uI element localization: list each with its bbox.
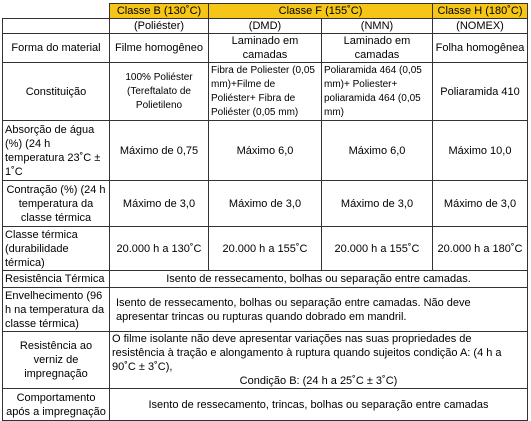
- row-cell: Máximo 6,0: [209, 121, 322, 181]
- row-cell: Máximo de 3,0: [110, 181, 209, 227]
- row-constituicao: [3, 63, 528, 121]
- materials-empty-cell: [3, 19, 110, 34]
- merged-cell: Isento de ressecamento, bolhas ou separação entre camadas.: [110, 271, 528, 288]
- row-label: Constituição: [3, 63, 110, 121]
- row-classe-termica: [3, 227, 528, 271]
- row-cell: Folha homogênea: [433, 34, 528, 63]
- row-cell: Laminado em camadas: [209, 34, 322, 63]
- row-cell: 20.000 h a 155˚C: [322, 227, 433, 271]
- row-cell: Filme homogêneo: [110, 34, 209, 63]
- merged-text-line1: O filme isolante não deve apresentar variações nas suas propriedades de resistência à tração e alongamento à ruptura quando sujeitos condição A: (4 h a 90˚C ± 3˚C),: [112, 333, 502, 373]
- row-cell: Máximo de 0,75: [110, 121, 209, 181]
- material-b: (Poliéster): [110, 19, 209, 34]
- header-class-h: Classe H (180˚C): [433, 4, 528, 19]
- header-class-f: Classe F (155˚C): [209, 4, 433, 19]
- merged-text-line2: Condição B: (24 h a 25˚C ± 3˚C): [239, 375, 398, 387]
- row-cell: Laminado em camadas: [322, 34, 433, 63]
- row-cell: Máximo 10,0: [433, 121, 528, 181]
- row-envelhecimento: [3, 288, 528, 332]
- row-cell: Poliaramida 464 (0,05 mm)+ Poliester+ poliaramida 464 (0,05 mm): [322, 63, 433, 121]
- row-cell: Máximo de 3,0: [209, 181, 322, 227]
- row-label: Absorção de água (%) (24 h temperatura 23˚C ± 1˚C: [3, 121, 110, 181]
- material-nmn: (NMN): [322, 19, 433, 34]
- material-spec-table: [2, 3, 528, 421]
- row-cell: Fibra de Poliester (0,05 mm)+Filme de Poliéster+ Fibra de Poliéster (0,05 mm): [209, 63, 322, 121]
- row-comportamento: [3, 389, 528, 421]
- row-cell: 20.000 h a 180˚C: [433, 227, 528, 271]
- row-cell: 20.000 h a 155˚C: [209, 227, 322, 271]
- row-resistencia-termica: [3, 271, 528, 288]
- materials-row: [3, 19, 528, 34]
- row-cell: Poliaramida 410: [433, 63, 528, 121]
- merged-cell: [110, 332, 528, 389]
- row-label: Comportamento após a impregnação: [3, 389, 110, 421]
- row-label: Envelhecimento (96 h na temperatura da classe térmica): [3, 288, 110, 332]
- row-cell: 20.000 h a 130˚C: [110, 227, 209, 271]
- row-absorcao: [3, 121, 528, 181]
- row-label: Forma do material: [3, 34, 110, 63]
- row-forma: [3, 34, 528, 63]
- material-h: (NOMEX): [433, 19, 528, 34]
- merged-cell: Isento de ressecamento, trincas, bolhas ou separação entre camadas: [110, 389, 528, 421]
- row-cell: Máximo de 3,0: [433, 181, 528, 227]
- row-label: Contração (%) (24 h temperatura da classe térmica: [3, 181, 110, 227]
- merged-cell: Isento de ressecamento, bolhas ou separação entre camadas. Não deve apresentar trincas ou rupturas quando dobrado em mandril.: [110, 288, 528, 332]
- row-label: Resistência ao verniz de impregnação: [3, 332, 110, 389]
- row-cell: 100% Poliéster (Tereftalato de Polietileno: [110, 63, 209, 121]
- header-row: [3, 4, 528, 19]
- row-label: Resistência Térmica: [3, 271, 110, 288]
- header-class-b: Classe B (130˚C): [110, 4, 209, 19]
- row-resistencia-verniz: [3, 332, 528, 389]
- row-contracao: [3, 181, 528, 227]
- header-empty-cell: [3, 4, 110, 19]
- row-cell: Máximo de 3,0: [322, 181, 433, 227]
- row-label: Classe térmica (durabilidade térmica): [3, 227, 110, 271]
- row-cell: Máximo 6,0: [322, 121, 433, 181]
- material-dmd: (DMD): [209, 19, 322, 34]
